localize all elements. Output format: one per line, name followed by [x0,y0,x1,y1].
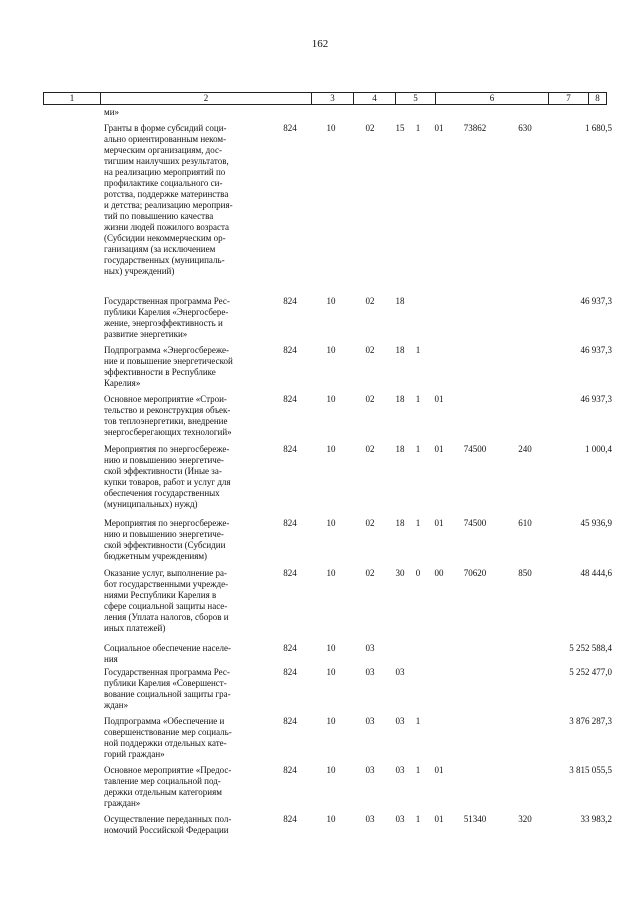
row-name: Основное мероприятие «Предос- тавление мер социальной под- держки отдельным категориям граждан» [104,765,232,808]
row-amount: 46 937,3 [580,345,612,355]
row-name: Мероприятия по энергосбереже- нию и повышению энергетиче- ской эффективности (Иные за- купки товаров, работ и услуг для обеспечения государственных (муниципальных) нужд) [104,444,231,509]
row-amount: 46 937,3 [580,394,612,404]
row-rz: 10 [326,667,336,677]
row-program: 30 [395,568,405,578]
row-direction: 74500 [463,444,487,454]
row-rz: 10 [326,518,336,528]
row-expense-type: 850 [518,568,532,578]
row-expense-type: 240 [518,444,532,454]
row-name: Мероприятия по энергосбереже- нию и повышению энергетиче- ской эффективности (Субсидии бюджетным учреждениям) [104,518,230,561]
row-amount: 48 444,6 [580,568,612,578]
row-rz: 10 [326,123,336,133]
row-program: 18 [395,518,405,528]
row-pr: 03 [365,716,375,726]
row-pr: 02 [365,394,375,404]
row-subprogram: 1 [415,814,421,824]
row-amount: 3 876 287,3 [569,716,612,726]
row-name: Оказание услуг, выполнение ра- бот государственными учрежде- ниями Республики Карелия в сфере социальной защиты насе- ления (Уплата налогов, сборов и иных платежей) [104,568,229,633]
row-subprogram: 1 [415,345,421,355]
row-rz: 10 [326,296,336,306]
row-subprogram: 1 [415,518,421,528]
row-ved: 824 [283,123,297,133]
row-direction: 73862 [463,123,487,133]
row-rz: 10 [326,444,336,454]
row-program: 03 [395,814,405,824]
row-direction: 70620 [463,568,487,578]
row-pr: 02 [365,345,375,355]
row-expense-type: 320 [518,814,532,824]
row-amount: 1 000,4 [585,444,612,454]
row-name: Государственная программа Рес- публики Карелия «Энергосбере- жение, энергоэффективность и развитие энергетики» [104,296,230,339]
row-program: 03 [395,667,405,677]
row-ved: 824 [283,643,297,653]
row-amount: 1 680,5 [585,123,612,133]
header-col-2: 2 [101,93,312,104]
row-name: Социальное обеспечение населе- ния [104,643,232,664]
row-rz: 10 [326,643,336,653]
row-rz: 10 [326,814,336,824]
row-ved: 824 [283,345,297,355]
row-activity: 01 [434,394,444,404]
row-activity: 01 [434,518,444,528]
row-pr: 02 [365,296,375,306]
row-pr: 03 [365,814,375,824]
row-rz: 10 [326,716,336,726]
row-activity: 01 [434,814,444,824]
row-rz: 10 [326,765,336,775]
row-amount: 45 936,9 [580,518,612,528]
header-col-5: 5 [396,93,436,104]
row-program: 18 [395,394,405,404]
row-ved: 824 [283,667,297,677]
row-ved: 824 [283,568,297,578]
row-amount: 33 983,2 [580,814,612,824]
row-pr: 02 [365,444,375,454]
row-ved: 824 [283,716,297,726]
row-name: Осуществление переданных пол- номочий Российской Федерации [104,814,232,835]
row-ved: 824 [283,296,297,306]
row-name: Подпрограмма «Обеспечение и совершенствование мер социаль- ной поддержки отдельных кате- горий граждан» [104,716,232,759]
row-subprogram: 1 [415,394,421,404]
row-pr: 02 [365,518,375,528]
row-expense-type: 630 [518,123,532,133]
row-direction: 51340 [463,814,487,824]
header-col-3: 3 [312,93,354,104]
row-activity: 01 [434,123,444,133]
row-amount: 5 252 588,4 [569,643,612,653]
row-subprogram: 1 [415,765,421,775]
table-header-row [43,92,607,105]
row-ved: 824 [283,765,297,775]
row-amount: 3 815 055,5 [569,765,612,775]
row-pr: 02 [365,568,375,578]
row-name: Основное мероприятие «Строи- тельство и реконструкция объек- тов теплоэнергетики, внедрение энергосберегающих технологий» [104,394,232,437]
row-pr: 02 [365,123,375,133]
row-subprogram: 1 [415,444,421,454]
page-number: 162 [311,38,329,50]
header-col-4: 4 [354,93,396,104]
row-subprogram: 0 [415,568,421,578]
row-activity: 00 [434,568,444,578]
row-subprogram: 1 [415,716,421,726]
row-ved: 824 [283,518,297,528]
row-rz: 10 [326,394,336,404]
header-col-7: 7 [549,93,589,104]
row-ved: 824 [283,444,297,454]
header-col-8: 8 [595,93,600,103]
row-program: 18 [395,296,405,306]
row-name: Подпрограмма «Энергосбереже- ние и повышение энергетической эффективности в Республике Карелия» [104,345,233,388]
row-amount: 46 937,3 [580,296,612,306]
row-activity: 01 [434,444,444,454]
row-program: 03 [395,716,405,726]
continuation-text: ми» [104,107,120,117]
row-name: Государственная программа Рес- публики Карелия «Совершенст- вование социальной защиты гра- ждан» [104,667,231,710]
row-ved: 824 [283,814,297,824]
row-pr: 03 [365,643,375,653]
row-rz: 10 [326,568,336,578]
row-program: 15 [395,123,405,133]
row-activity: 01 [434,765,444,775]
row-amount: 5 252 477,0 [569,667,612,677]
row-expense-type: 610 [518,518,532,528]
header-col-6: 6 [436,93,549,104]
row-program: 18 [395,444,405,454]
row-direction: 74500 [463,518,487,528]
header-col-1: 1 [44,93,101,104]
row-name: Гранты в форме субсидий соци- ально ориентированным неком- мерческим организациям, дос- тигшим наилучших результатов, на реализацию мероприятий по профилактике социального си- ротства, поддержке материнства и детства; реализацию мероприя- тий по повышению качества жизни людей пожилого возраста (Субсидии некоммерческим ор- ганизациям (за исключением государственных (муниципаль- ных) учреждений) [104,123,233,276]
row-program: 03 [395,765,405,775]
row-program: 18 [395,345,405,355]
row-subprogram: 1 [415,123,421,133]
row-rz: 10 [326,345,336,355]
row-pr: 03 [365,667,375,677]
row-pr: 03 [365,765,375,775]
row-ved: 824 [283,394,297,404]
